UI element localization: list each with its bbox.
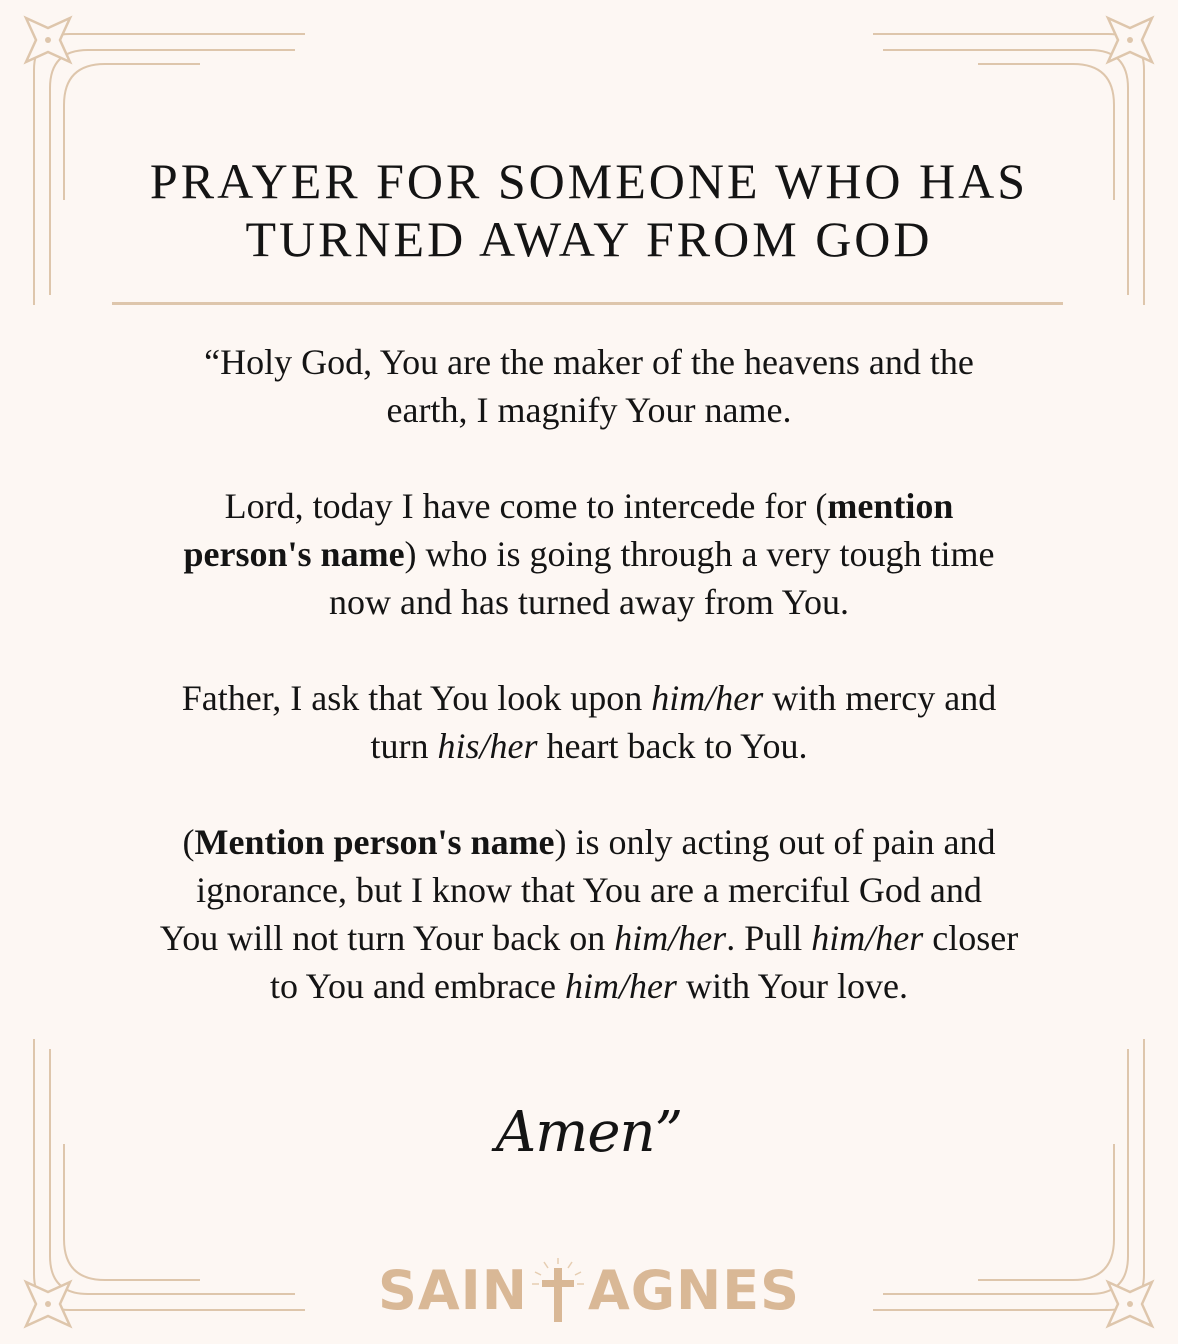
title-line-1: PRAYER FOR SOMEONE WHO HAS bbox=[149, 153, 1029, 209]
title-line-2: TURNED AWAY FROM GOD bbox=[245, 211, 933, 267]
prayer-line: now and has turned away from You. bbox=[329, 582, 849, 622]
name-placeholder: person's name bbox=[183, 534, 405, 574]
cross-icon bbox=[530, 1252, 586, 1328]
pronoun-placeholder: him/her bbox=[614, 918, 727, 958]
prayer-line: ignorance, but I know that You are a merciful God and bbox=[196, 870, 982, 910]
prayer-line: “Holy God, You are the maker of the heavens and the bbox=[204, 342, 974, 382]
pronoun-placeholder: his/her bbox=[437, 726, 538, 766]
closing-amen: Amen” bbox=[495, 1100, 683, 1165]
prayer-line: earth, I magnify Your name. bbox=[386, 390, 792, 430]
prayer-line: (Mention person's name) is only acting out of pain and bbox=[182, 822, 996, 862]
title-divider bbox=[112, 302, 1063, 305]
pronoun-placeholder: him/her bbox=[651, 678, 764, 718]
page-title bbox=[0, 152, 1178, 268]
pronoun-placeholder: him/her bbox=[811, 918, 924, 958]
prayer-line: Father, I ask that You look upon him/her with mercy and bbox=[181, 678, 997, 718]
logo-text-right: AGNES bbox=[587, 1258, 801, 1322]
logo-text-left: SAIN bbox=[377, 1258, 528, 1322]
prayer-body bbox=[80, 338, 1098, 1058]
prayer-line: to You and embrace him/her with Your love. bbox=[270, 966, 908, 1006]
prayer-paragraph-1 bbox=[80, 338, 1098, 434]
pronoun-placeholder: him/her bbox=[564, 966, 677, 1006]
prayer-paragraph-3 bbox=[80, 674, 1098, 770]
name-placeholder: mention bbox=[827, 486, 954, 526]
prayer-line: You will not turn Your back on him/her. Pull him/her closer bbox=[159, 918, 1019, 958]
prayer-line: Lord, today I have come to intercede for (mention bbox=[224, 486, 954, 526]
brand-logo[interactable] bbox=[0, 1252, 1178, 1332]
prayer-paragraph-4 bbox=[80, 818, 1098, 1010]
prayer-paragraph-2 bbox=[80, 482, 1098, 626]
prayer-line: person's name) who is going through a very tough time bbox=[183, 534, 995, 574]
prayer-line: turn his/her heart back to You. bbox=[370, 726, 808, 766]
name-placeholder: Mention person's name bbox=[194, 822, 555, 862]
